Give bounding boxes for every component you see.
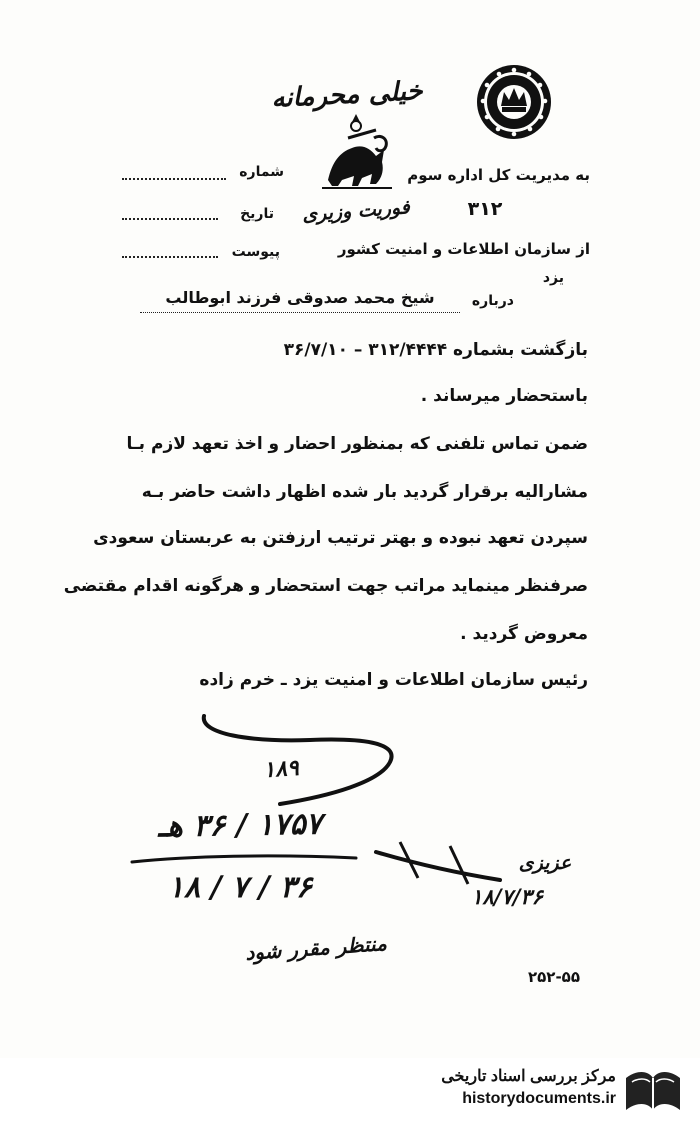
document-number: ۳۱۲ [467,198,503,220]
date-field [122,218,218,220]
handwritten-note-6: منتظر مقرر شود [244,931,388,965]
handwritten-note-4: عزیزی [518,852,572,874]
number-field [122,178,226,180]
attachment-field [122,256,218,258]
page-code: ۲۵۲-۵۵ [527,968,580,986]
body-line-4: سپردن تعهد نبوده و بهتر ترتیب ارزفتن به عربستان سعودی [93,528,588,548]
handwritten-note-3: ۱۸ / ۷ / ۳۶ [167,870,313,905]
body-line-1: باستحضار میرساند . [420,386,588,406]
recipient-line: به مدیریت کل اداره سوم [407,166,590,184]
watermark-org: مرکز بررسی اسناد تاریخی [441,1068,616,1085]
handwritten-underline [130,852,360,866]
handwritten-note-1: ۱۸۹ [262,754,300,784]
body-line-6: معروض گردید . [460,624,588,644]
lion-and-sun-icon [318,108,396,192]
subject-value: شیخ محمد صدوقی فرزند ابوطالب [165,288,435,307]
strike-mark [370,838,510,888]
handwritten-note-5: ۱۸/۷/۳۶ [471,884,543,909]
attachment-label: پیوست [231,244,280,260]
book-logo-icon [622,1060,684,1116]
number-label: شماره [239,164,284,180]
handwritten-note-2: ۱۷۵۷ / ۳۶ هـ [157,806,323,845]
emblem-icon [474,62,554,142]
classification-stamp: خیلی محرمانه [270,76,424,114]
body-line-3: مشارالیه برقرار گردید بار شده اظهار داشت حاضر بـه [141,482,588,502]
subject-label: درباره [471,293,514,309]
reference-line: بازگشت بشماره ۳۱۲/۴۴۴۴ – ۳۶/۷/۱۰ [283,340,588,360]
sender-line: از سازمان اطلاعات و امنیت کشور [337,240,590,258]
urgency-stamp: فوریت وزیری [301,196,411,226]
body-line-5: صرفنظر مینماید مراتب جهت استحضار و هرگونه اقدام مقتضی [63,576,588,596]
date-label: تاریخ [240,206,274,222]
signatory-line: رئیس سازمان اطلاعات و امنیت یزد ـ خرم زاده [199,670,588,690]
body-line-2: ضمن تماس تلفنی که بمنظور احضار و اخذ تعهد لازم بـا [126,434,588,454]
subject-underline [140,312,460,313]
watermark-url: historydocuments.ir [462,1090,616,1107]
sender-city: یزد [542,270,564,286]
